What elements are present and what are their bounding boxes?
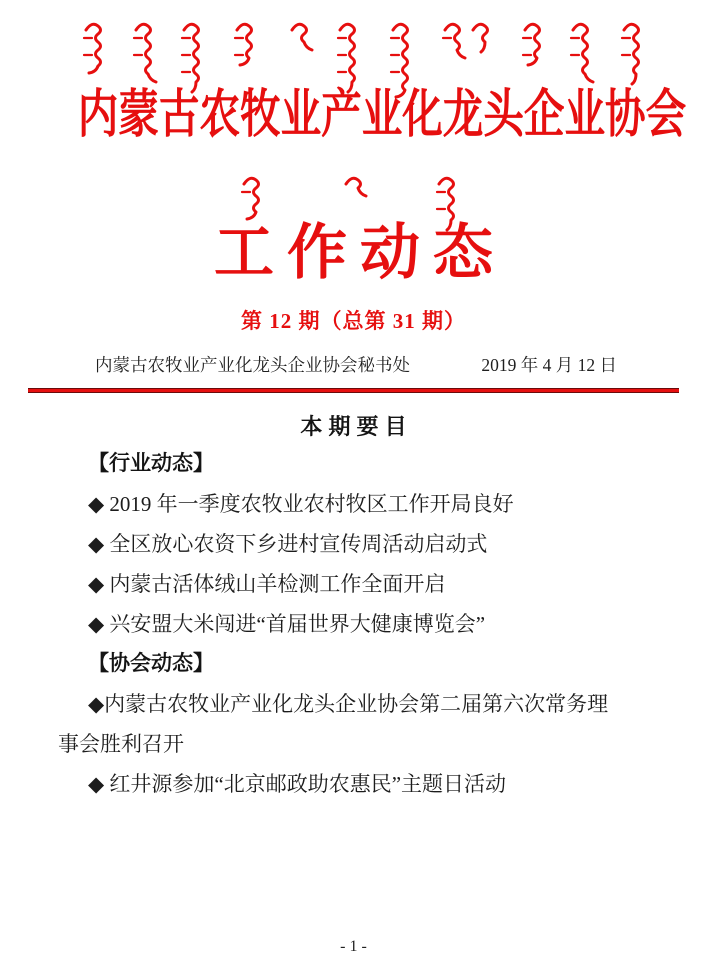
toc-item: ◆ 全区放心农资下乡进村宣传周活动启动式: [88, 532, 488, 556]
mongolian-glyph-cluster: [618, 20, 646, 96]
mongolian-glyph-cluster: [80, 20, 108, 86]
publisher-name: 内蒙古农牧业产业化龙头企业协会秘书处: [95, 355, 410, 375]
issue-number: 第 12 期（总第 31 期）: [241, 309, 466, 333]
divider-rule: [28, 388, 679, 393]
toc-item: ◆ 2019 年一季度农牧业农村牧区工作开局良好: [88, 492, 514, 516]
toc-section-label: 【协会动态】: [88, 652, 214, 675]
mongolian-glyph-cluster: [467, 20, 495, 59]
toc-item: ◆内蒙古农牧业产业化龙头企业协会第二届第六次常务理事会胜利召开: [58, 692, 609, 756]
table-of-contents: [58, 444, 618, 804]
mongolian-glyph-cluster: [231, 20, 259, 80]
mongolian-glyph-cluster: [567, 20, 595, 93]
toc-item: ◆ 红井源参加“北京邮政助农惠民”主题日活动: [88, 772, 507, 796]
publisher-line: [95, 352, 617, 377]
toc-heading: 本 期 要 目: [300, 414, 407, 439]
mongolian-glyph-cluster: [519, 20, 547, 80]
bulletin-title: 工作动态: [214, 220, 506, 286]
publish-date: 2019 年 4 月 12 日: [481, 355, 617, 375]
toc-item: ◆ 兴安盟大米闯进“首届世界大健康博览会”: [88, 612, 486, 636]
org-title: 内蒙古农牧业产业化龙头企业协会: [77, 87, 687, 144]
mongolian-glyph-cluster: [340, 174, 368, 212]
mongolian-glyph-cluster: [286, 20, 314, 59]
page-number: - 1 -: [340, 938, 367, 955]
mongolian-glyph-cluster: [130, 20, 158, 96]
toc-item: ◆ 内蒙古活体绒山羊检测工作全面开启: [88, 572, 446, 596]
mongolian-glyph-cluster: [439, 20, 467, 73]
toc-section-label: 【行业动态】: [88, 452, 214, 475]
